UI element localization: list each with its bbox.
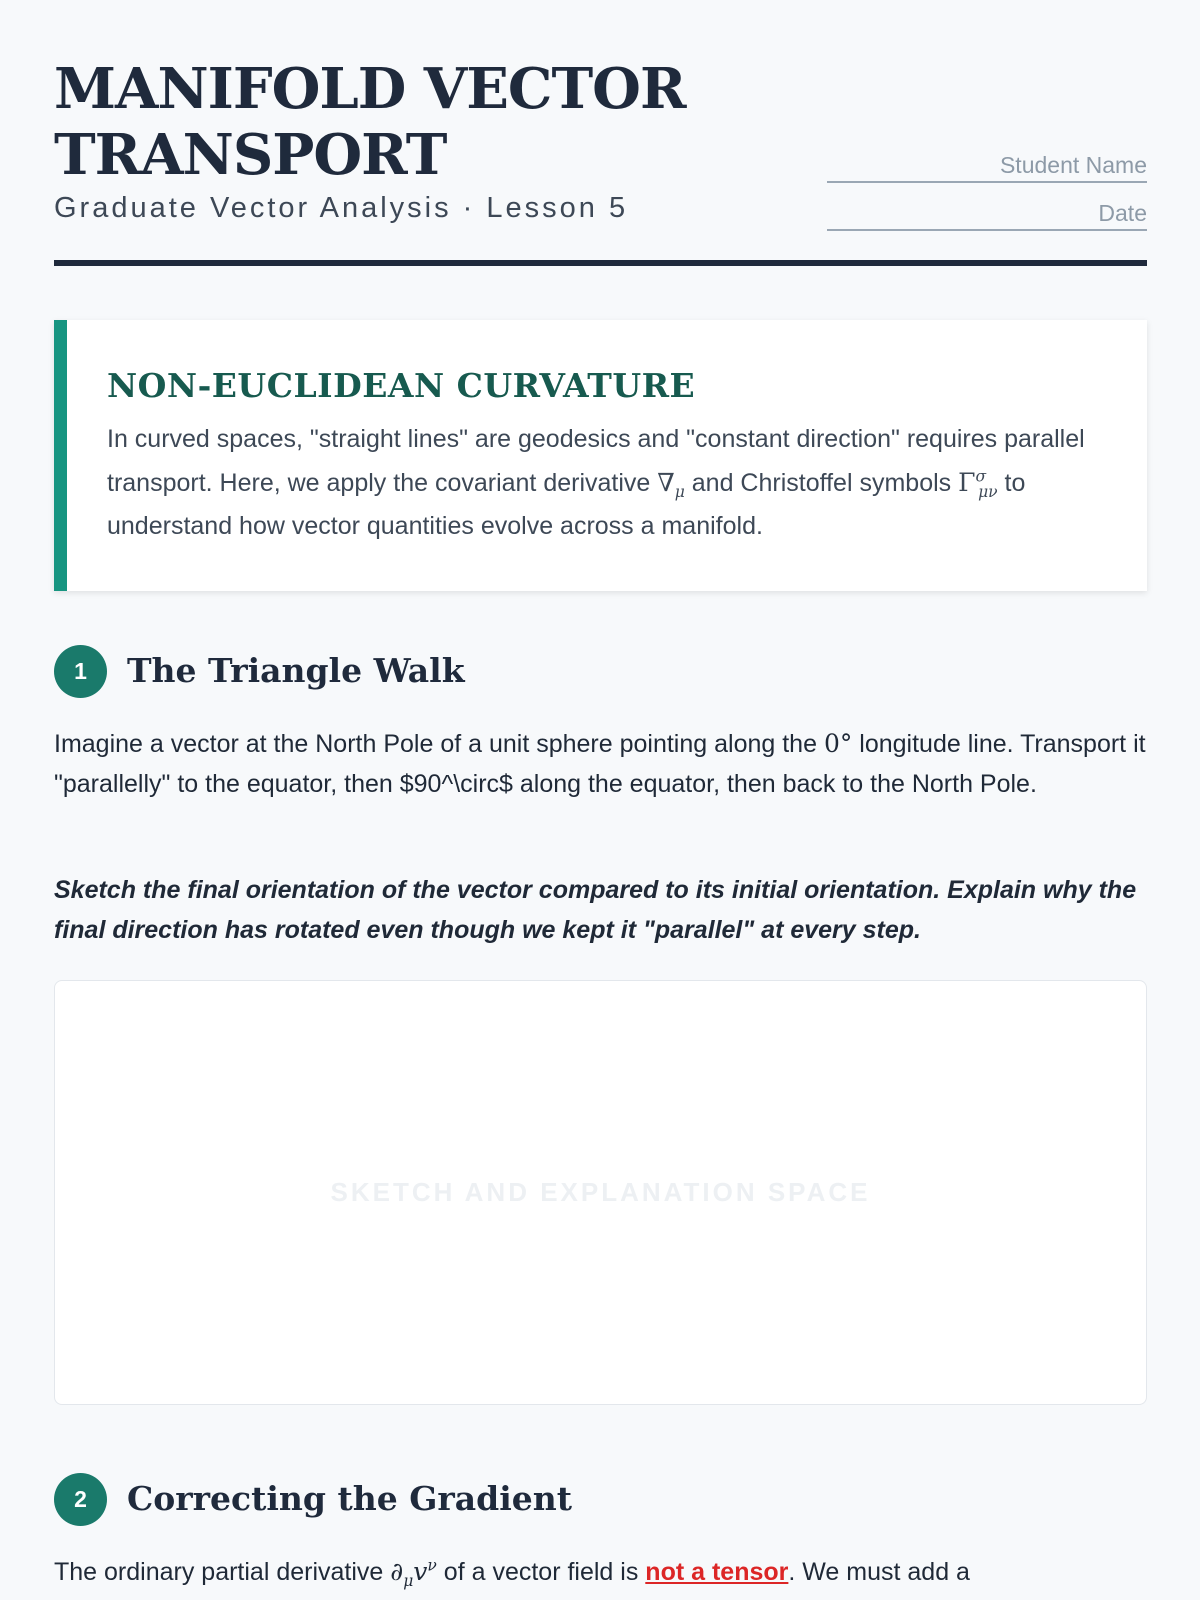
intro-heading: NON-EUCLIDEAN CURVATURE bbox=[107, 366, 696, 405]
section-title: Correcting the Gradient bbox=[127, 1479, 572, 1518]
section-number-badge: 2 bbox=[54, 1473, 107, 1526]
date-label: Date bbox=[1098, 200, 1147, 226]
christoffel-symbol: $\Gamma^\sigma_{\mu\nu}$ bbox=[958, 467, 998, 501]
date-field[interactable] bbox=[827, 200, 1147, 231]
section-number-badge: 1 bbox=[54, 645, 107, 698]
nabla-symbol: $\nabla_\mu$ bbox=[657, 468, 685, 501]
student-name-label: Student Name bbox=[999, 152, 1147, 178]
intro-text-part: In curved spaces, "straight lines" are geodesics and "constant direction" requires parallel transport. Here, we apply the covariant derivative bbox=[107, 425, 1085, 497]
section-1-prompt: Sketch the final orientation of the vector compared to its initial orientation. Explain why the final direction has rotated even though we kept it "parallel" at every step. bbox=[54, 876, 1137, 944]
intro-text-part: and Christoffel symbols bbox=[684, 469, 959, 497]
section-title: The Triangle Walk bbox=[127, 651, 465, 690]
intro-card bbox=[54, 320, 1147, 591]
sketch-answer-area[interactable] bbox=[54, 980, 1147, 1405]
partial-derivative-math: $\partial_\mu v^\nu$ bbox=[390, 1556, 437, 1590]
header-divider bbox=[54, 260, 1147, 266]
student-name-field[interactable] bbox=[827, 152, 1147, 183]
degree-math: 0° bbox=[823, 729, 853, 758]
sketch-area-label: SKETCH AND EXPLANATION SPACE bbox=[330, 1177, 871, 1207]
not-a-tensor-emphasis: not a tensor bbox=[645, 1558, 789, 1586]
page-title: MANIFOLD VECTOR TRANSPORT bbox=[54, 56, 686, 188]
section-1-paragraph: Imagine a vector at the North Pole of a unit sphere pointing along the 0° longitude line. Transport it "parallelly" to the equator, then $90^\circ$ along the equator, then back to the North Pole. bbox=[54, 729, 1146, 798]
intro-text bbox=[107, 418, 1107, 548]
section-2-paragraph: The ordinary partial derivative $\partial_\mu v^\nu$ of a vector field is not a tensor. We must add a bbox=[54, 1556, 970, 1590]
page-subtitle: Graduate Vector Analysis · Lesson 5 bbox=[54, 192, 629, 224]
intro-text-part: to understand how vector quantities evolve across a manifold. bbox=[107, 469, 1026, 540]
